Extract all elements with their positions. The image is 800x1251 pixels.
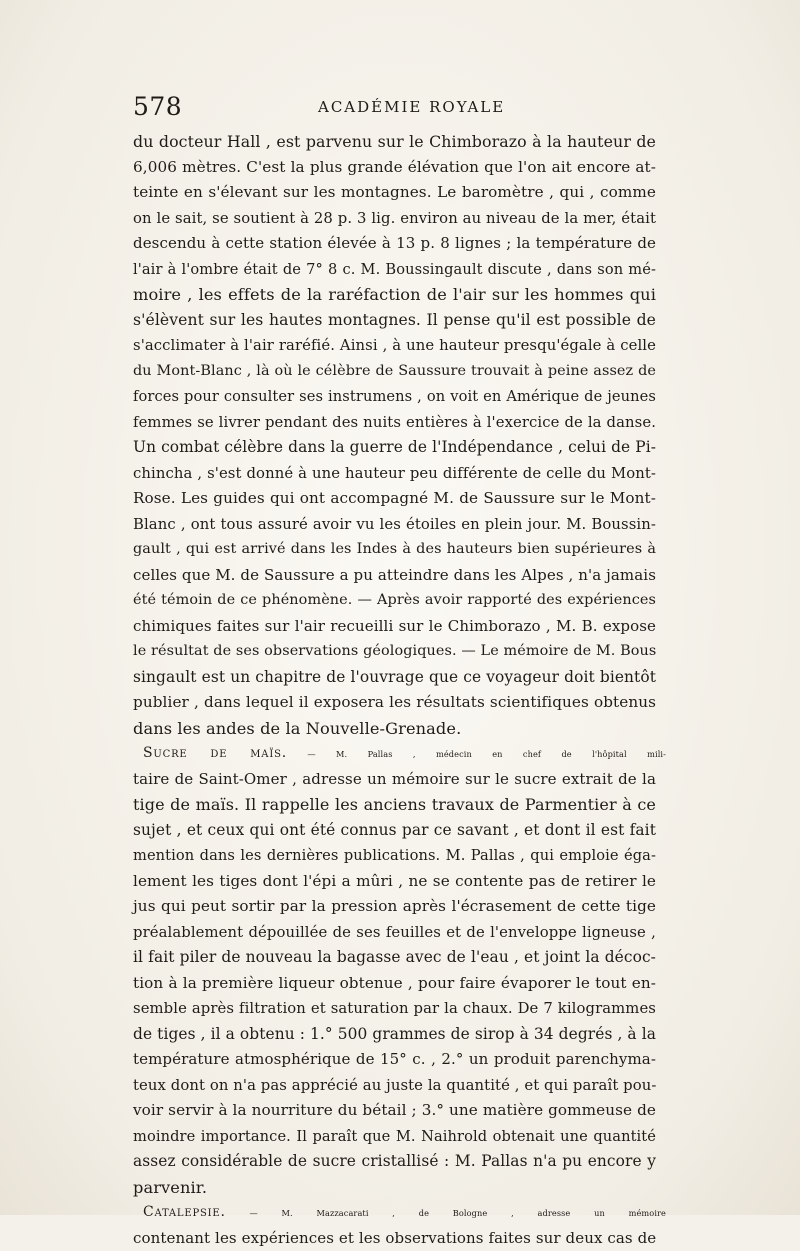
text-line: contenant les expériences et les observations faites sur deux cas de	[133, 1226, 656, 1251]
text-line: femmes se livrer pendant des nuits entières à l'exercice de la danse.	[133, 410, 656, 436]
text-line: singault est un chapitre de l'ouvrage que ce voyageur doit bientôt	[133, 665, 656, 691]
text-line: dans les andes de la Nouvelle-Grenade.	[133, 716, 656, 742]
text-line: s'élèvent sur les hautes montagnes. Il pense qu'il est possible de	[133, 308, 656, 334]
text-line: il fait piler de nouveau la bagasse avec de l'eau , et joint la décoc-	[133, 945, 656, 971]
heading-line-text: — M. Mazzacarati , de Bologne , adresse un mémoire	[226, 1208, 666, 1218]
text-line: préalablement dépouillée de ses feuilles et de l'enveloppe ligneuse ,	[133, 920, 656, 946]
text-line: teux dont on n'a pas apprécié au juste la quantité , et qui paraît pou-	[133, 1073, 656, 1099]
paragraph-sucre-de-mais	[133, 741, 656, 1200]
text-line: teinte en s'élevant sur les montagnes. Le baromètre , qui , comme	[133, 180, 656, 206]
text-line: jus qui peut sortir par la pression après l'écrasement de cette tige	[133, 894, 656, 920]
text-line: lement les tiges dont l'épi a mûri , ne se contente pas de retirer le	[133, 869, 656, 895]
text-line: on le sait, se soutient à 28 p. 3 lig. environ au niveau de la mer, était	[133, 206, 656, 232]
paragraph-catalepsie	[133, 1200, 656, 1251]
text-line: Blanc , ont tous assuré avoir vu les étoiles en plein jour. M. Boussin-	[133, 512, 656, 538]
text-line: moire , les effets de la raréfaction de l'air sur les hommes qui	[133, 282, 656, 308]
text-line: descendu à cette station élevée à 13 p. 8 lignes ; la température de	[133, 231, 656, 257]
page-number: 578	[133, 92, 182, 121]
text-line: tion à la première liqueur obtenue , pour faire évaporer le tout en-	[133, 971, 656, 997]
text-line: 6,006 mètres. C'est la plus grande élévation que l'on ait encore at-	[133, 155, 656, 181]
section-heading: Sucre de maïs.	[143, 745, 287, 761]
text-line: taire de Saint-Omer , adresse un mémoire sur le sucre extrait de la	[133, 767, 656, 793]
text-line: celles que M. de Saussure a pu atteindre dans les Alpes , n'a jamais	[133, 563, 656, 589]
text-line: le résultat de ses observations géologiques. — Le mémoire de M. Bous	[133, 639, 656, 665]
text-line: l'air à l'ombre était de 7° 8 c. M. Boussingault discute , dans son mé-	[133, 257, 656, 283]
body-text	[133, 129, 656, 1251]
text-line: chimiques faites sur l'air recueilli sur le Chimborazo , M. B. expose	[133, 614, 656, 640]
paragraph-boussingault	[133, 129, 656, 741]
text-line: Un combat célèbre dans la guerre de l'Indépendance , celui de Pi-	[133, 435, 656, 461]
text-line: publier , dans lequel il exposera les résultats scientifiques obtenus	[133, 690, 656, 716]
text-line: mention dans les dernières publications. M. Pallas , qui emploie éga-	[133, 843, 656, 869]
text-line	[133, 741, 666, 767]
text-line: tige de maïs. Il rappelle les anciens travaux de Parmentier à ce	[133, 792, 656, 818]
text-line: s'acclimater à l'air raréfié. Ainsi , à une hauteur presqu'égale à celle	[133, 333, 656, 359]
text-line: voir servir à la nourriture du bétail ; 3.° une matière gommeuse de	[133, 1098, 656, 1124]
text-line: semble après filtration et saturation par la chaux. De 7 kilogrammes	[133, 996, 656, 1022]
running-head: ACADÉMIE ROYALE	[318, 98, 505, 116]
text-line: de tiges , il a obtenu : 1.° 500 grammes de sirop à 34 degrés , à la	[133, 1022, 656, 1048]
text-line: gault , qui est arrivé dans les Indes à des hauteurs bien supérieures à	[133, 537, 656, 563]
text-line: du docteur Hall , est parvenu sur le Chimborazo à la hauteur de	[133, 129, 656, 155]
text-line: moindre importance. Il paraît que M. Naihrold obtenait une quantité	[133, 1124, 656, 1150]
text-line: Rose. Les guides qui ont accompagné M. de Saussure sur le Mont-	[133, 486, 656, 512]
text-line: chincha , s'est donné à une hauteur peu différente de celle du Mont-	[133, 461, 656, 487]
text-line: parvenir.	[133, 1175, 656, 1201]
text-line: du Mont-Blanc , là où le célèbre de Saussure trouvait à peine assez de	[133, 359, 656, 385]
text-line: assez considérable de sucre cristallisé : M. Pallas n'a pu encore y	[133, 1149, 656, 1175]
page-header	[133, 92, 673, 120]
text-line	[133, 1200, 666, 1226]
text-line: forces pour consulter ses instrumens , on voit en Amérique de jeunes	[133, 384, 656, 410]
heading-line-text: — M. Pallas , médecin en chef de l'hôpital mili-	[287, 749, 666, 759]
text-line: sujet , et ceux qui ont été connus par ce savant , et dont il est fait	[133, 818, 656, 844]
text-line: température atmosphérique de 15° c. , 2.° un produit parenchyma-	[133, 1047, 656, 1073]
section-heading: Catalepsie.	[143, 1204, 226, 1220]
text-line: été témoin de ce phénomène. — Après avoir rapporté des expériences	[133, 588, 656, 614]
